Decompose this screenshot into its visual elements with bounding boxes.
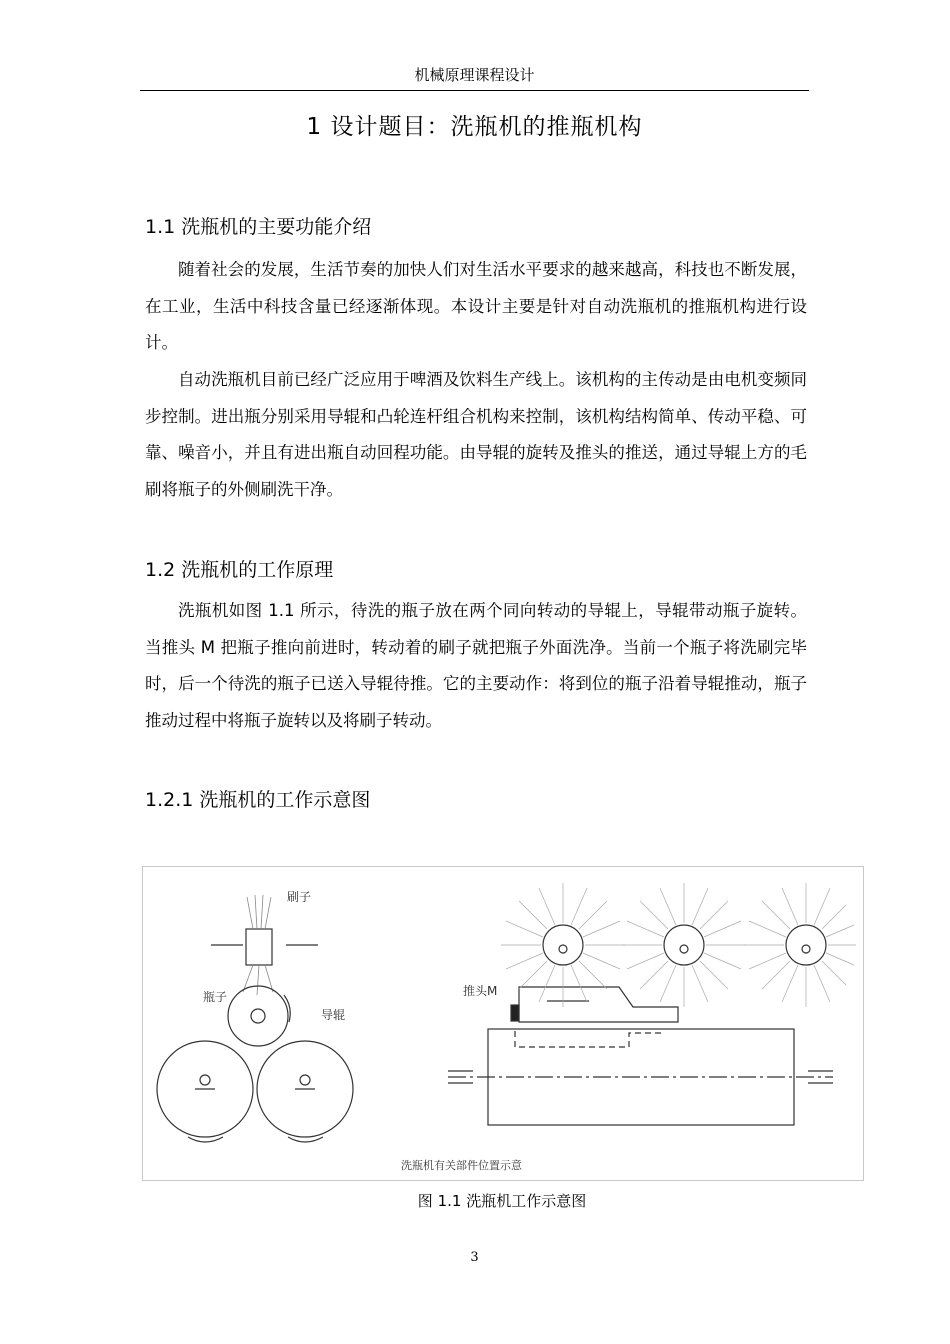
pusher-head bbox=[511, 1005, 519, 1021]
figure-1-1 bbox=[142, 866, 864, 1181]
page-header: 机械原理课程设计 bbox=[414, 66, 535, 84]
bottle-hidden-outline bbox=[515, 1031, 663, 1047]
brush-bristles bbox=[243, 895, 273, 995]
paragraph-1-1-b: 自动洗瓶机目前已经广泛应用于啤酒及饮料生产线上。该机构的主传动是由电机变频同步控制。进出瓶分别采用导辊和凸轮连杆组合机构来控制，该机构结构简单、传动平稳、可靠、噪音小，并且有进出瓶自动回程功能。由导辊的旋转及推头的推送，通过导辊上方的毛刷将瓶子的外侧刷洗干净。 bbox=[145, 370, 807, 499]
roller-right-axis bbox=[300, 1075, 310, 1085]
section-heading-1-2-1: 1.2.1 洗瓶机的工作示意图 bbox=[145, 789, 371, 811]
section-heading-1-2: 1.2 洗瓶机的工作原理 bbox=[145, 559, 334, 581]
rotation-arrow-right bbox=[288, 1137, 323, 1142]
label-pusher: 推头M bbox=[463, 984, 498, 998]
figure-caption: 图 1.1 洗瓶机工作示意图 bbox=[417, 1192, 587, 1210]
rotation-arrow-left bbox=[188, 1137, 223, 1142]
page-title: 1 设计题目：洗瓶机的推瓶机构 bbox=[306, 114, 643, 140]
label-bottle: 瓶子 bbox=[203, 990, 228, 1004]
brush-wheel-1 bbox=[543, 925, 583, 965]
header-rule bbox=[140, 90, 809, 91]
paragraph-1-1-a: 随着社会的发展，生活节奏的加快人们对生活水平要求的越来越高，科技也不断发展，在工业，生活中科技含量已经逐渐体现。本设计主要是针对自动洗瓶机的推瓶机构进行设计。 bbox=[145, 260, 807, 352]
brush-wheel-3 bbox=[786, 925, 826, 965]
label-brush: 刷子 bbox=[287, 890, 312, 904]
bottle-center bbox=[251, 1009, 265, 1023]
brush-hub bbox=[246, 929, 272, 965]
section-heading-1-1: 1.1 洗瓶机的主要功能介绍 bbox=[145, 216, 372, 238]
page-number: 3 bbox=[470, 1250, 479, 1265]
label-bottom-note: 洗瓶机有关部件位置示意 bbox=[401, 1159, 522, 1172]
roller-left-axis bbox=[200, 1075, 210, 1085]
paragraph-1-2: 洗瓶机如图 1.1 所示，待洗的瓶子放在两个同向转动的导辊上，导辊带动瓶子旋转。当推头 M 把瓶子推向前进时，转动着的刷子就把瓶子外面洗净。当前一个瓶子将洗刷完毕时，后一个待洗的瓶子已送入导辊待推。它的主要动作：将到位的瓶子沿着导辊推动，瓶子推动过程中将瓶子旋转以及将刷子转动。 bbox=[145, 601, 807, 730]
brush-spokes bbox=[501, 883, 856, 1007]
bottle-circle bbox=[228, 986, 288, 1046]
label-guide-roller: 导辊 bbox=[321, 1008, 346, 1022]
bottle-washer-diagram bbox=[143, 867, 863, 1180]
brush-wheel-2 bbox=[664, 925, 704, 965]
